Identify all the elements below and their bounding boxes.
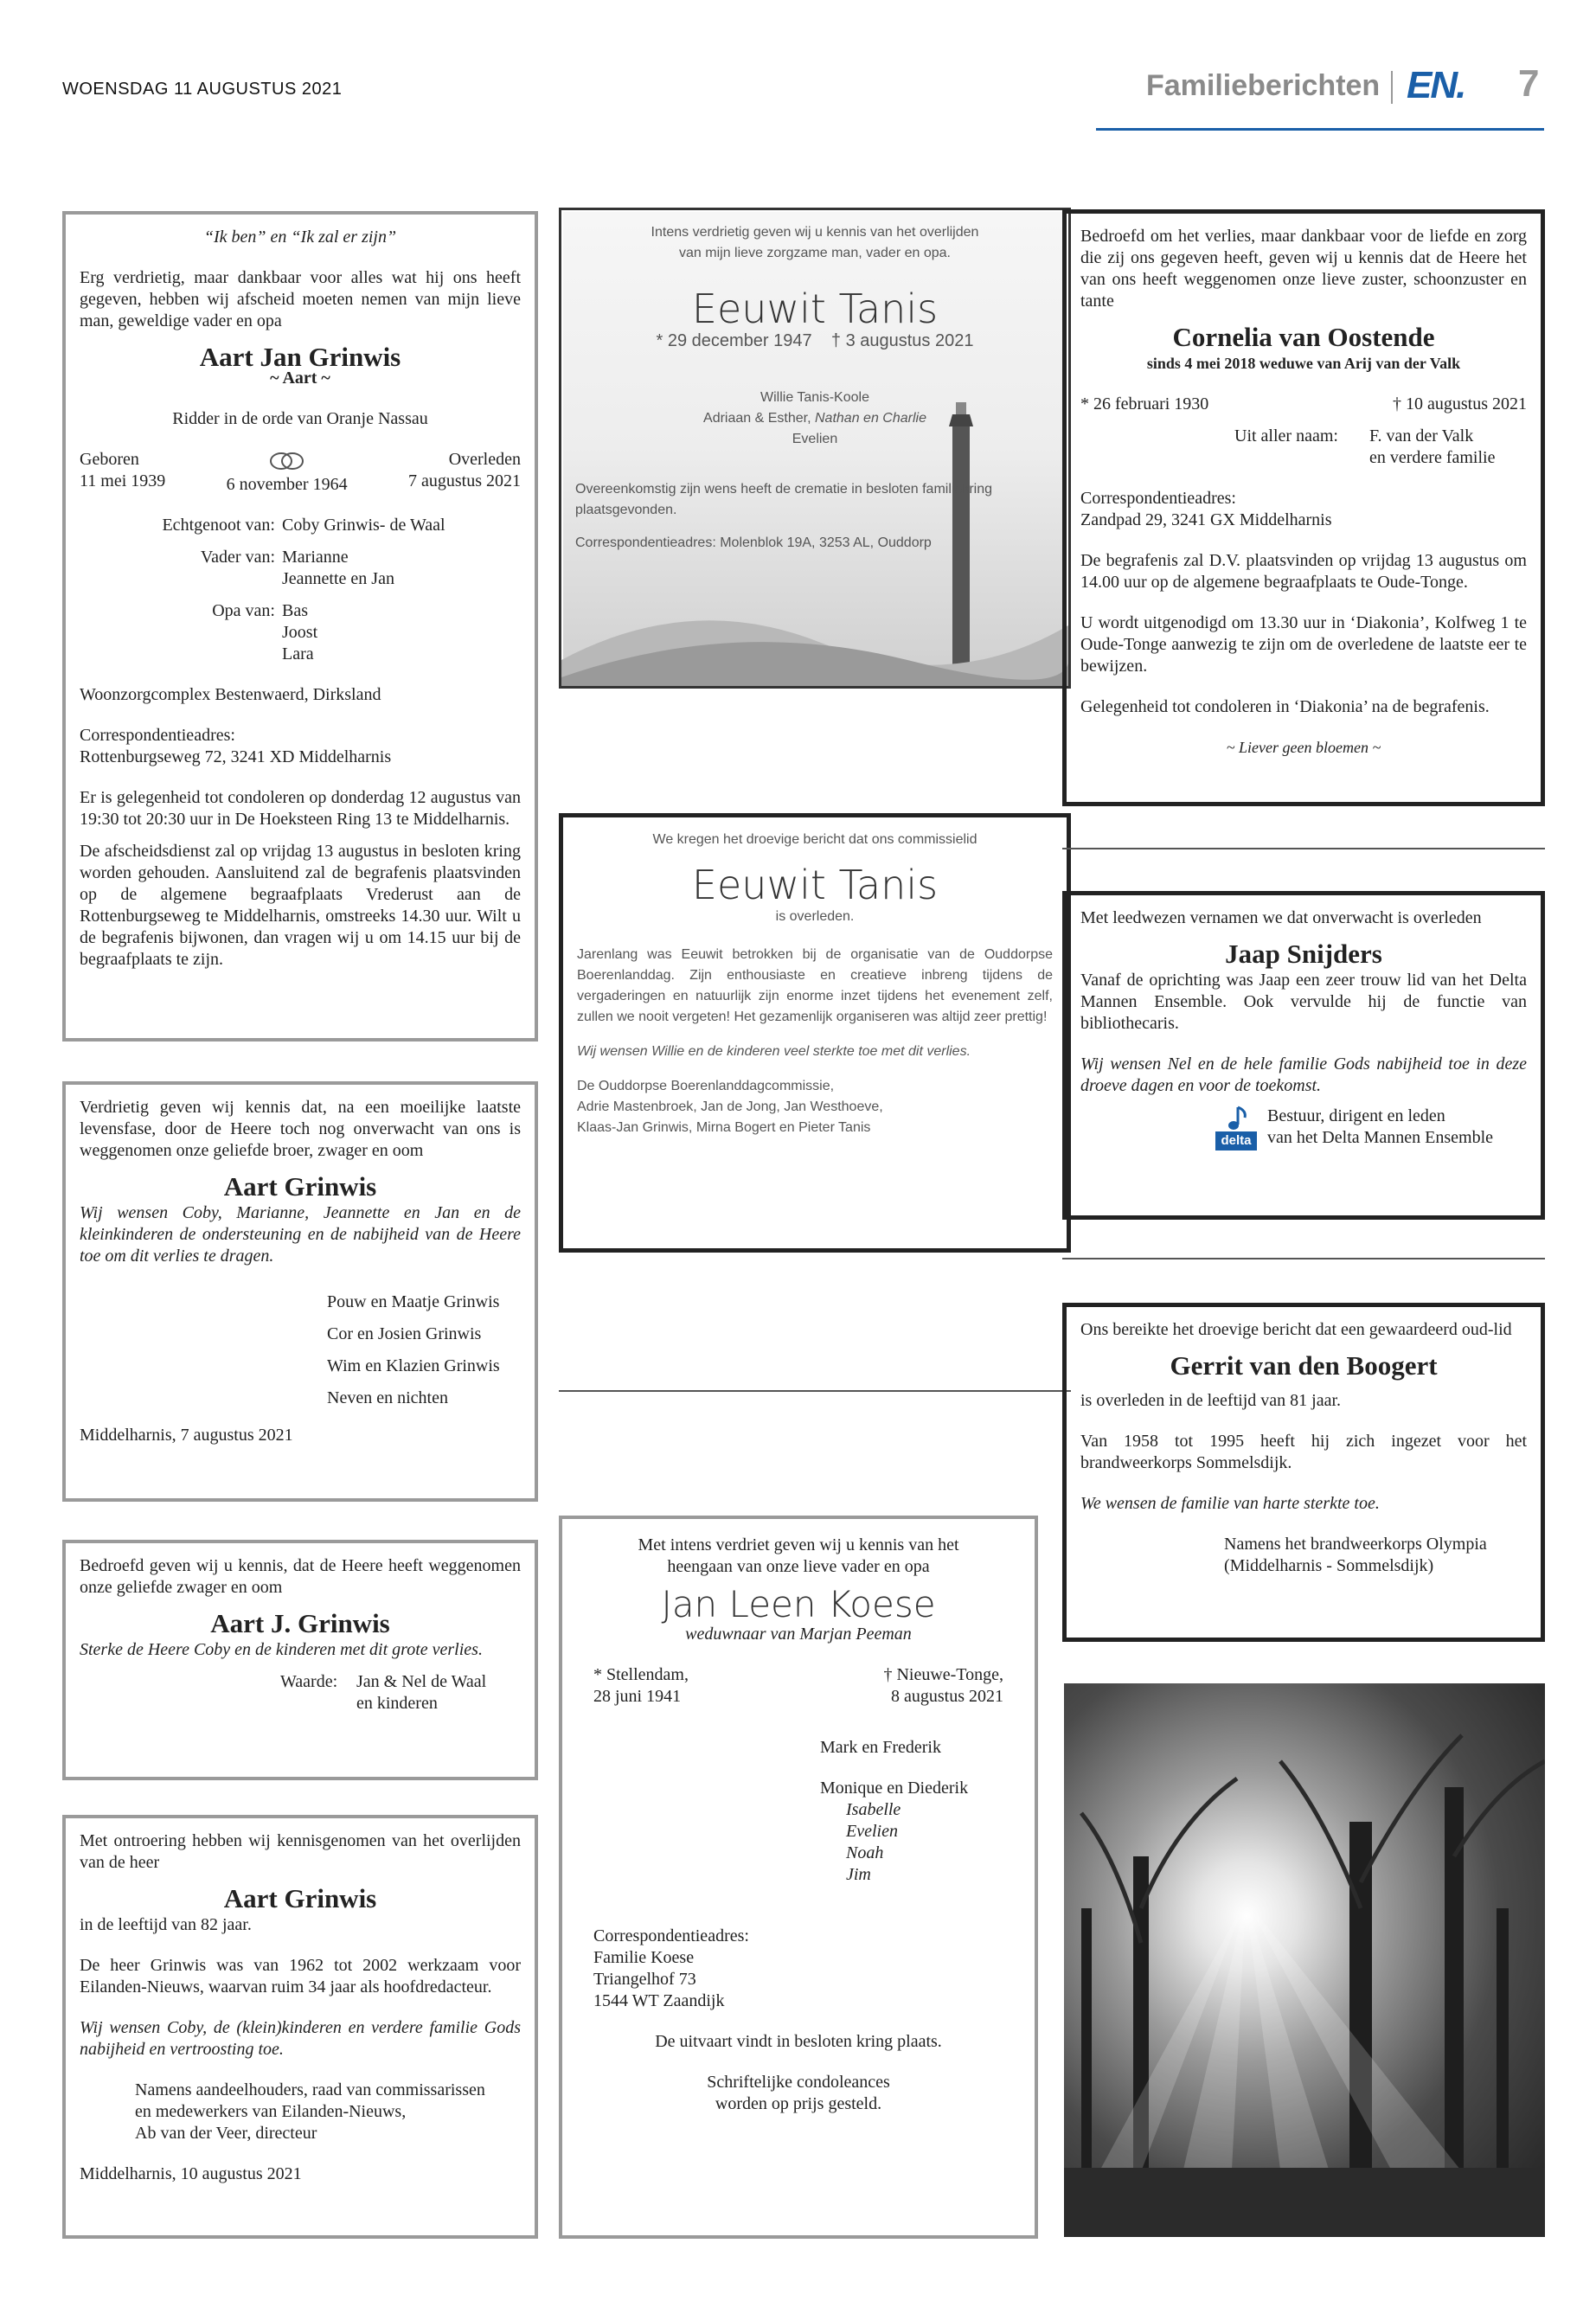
child-name: Marianne xyxy=(282,548,349,567)
deceased-name: Aart Jan Grinwis xyxy=(199,342,401,372)
issue-date: WOENSDAG 11 AUGUSTUS 2021 xyxy=(62,80,343,99)
correspondence-label: Correspondentieadres: xyxy=(80,726,235,745)
correspondence-label: Correspondentieadres: xyxy=(593,1926,749,1945)
signatories xyxy=(80,1286,521,1414)
signer: Jan & Nel de Waal xyxy=(356,1672,487,1691)
spouse-label: Echtgenoot van: xyxy=(162,516,275,535)
child-name: Jeannette en Jan xyxy=(282,569,394,588)
nickname: ~ Aart ~ xyxy=(270,369,330,388)
family-member: Willie Tanis-Koole xyxy=(760,390,869,405)
wish-text: Sterke de Heere Coby en de kinderen met dit grote verlies. xyxy=(80,1640,483,1659)
correspondence-line: 1544 WT Zaandijk xyxy=(593,1991,725,2010)
died-date: † 3 augustus 2021 xyxy=(830,331,974,350)
deceased-name: Jan Leen Koese xyxy=(661,1583,936,1625)
family-list xyxy=(593,1737,1003,1886)
deceased-name: Gerrit van den Boogert xyxy=(1170,1350,1438,1381)
funeral-text: De begrafenis zal D.V. plaatsvinden op vrijdag 13 augustus om 14.00 uur op de algemene begraafplaats te Oude-Tonge. xyxy=(1080,551,1527,592)
condolence-line: worden op prijs gesteld. xyxy=(715,2094,882,2113)
grandchild-name: Isabelle xyxy=(846,1800,901,1819)
dates-row xyxy=(1080,394,1527,415)
family-member: Mark en Frederik xyxy=(820,1738,941,1757)
married-date: 6 november 1964 xyxy=(226,475,348,494)
invite-text: U wordt uitgenodigd om 13.30 uur in ‘Diakonia’, Kolfweg 1 te Oude-Tonge aanwezig te zijn om de overledene de laatste eer te bewijzen. xyxy=(1080,613,1527,676)
header-divider xyxy=(1391,71,1393,104)
order-title: Ridder in de orde van Oranje Nassau xyxy=(172,409,428,428)
dates-row xyxy=(561,330,1068,351)
dates-row xyxy=(80,449,521,496)
grandchild-name: Bas xyxy=(282,601,308,620)
died-date: 7 augustus 2021 xyxy=(407,471,521,490)
born-label: Geboren xyxy=(80,450,139,469)
obituary-jan-leen-koese xyxy=(559,1516,1038,2239)
grandchild-name: Noah xyxy=(846,1843,884,1862)
signer: en verdere familie xyxy=(1369,448,1496,467)
signer: De Ouddorpse Boerenlanddagcommissie, xyxy=(577,1079,835,1093)
died-date: 8 augustus 2021 xyxy=(891,1687,1003,1706)
signatories xyxy=(1080,1534,1527,1577)
born-date: 28 juni 1941 xyxy=(593,1687,682,1706)
signer: Klaas-Jan Grinwis, Mirna Bogert en Pieter Tanis xyxy=(577,1120,871,1135)
header-rule xyxy=(1096,128,1544,131)
intro-line: Intens verdrietig geven wij u kennis van het overlijden xyxy=(651,225,979,240)
signer: Adrie Mastenbroek, Jan de Jong, Jan Westhoeve, xyxy=(577,1099,883,1114)
music-note-icon xyxy=(1215,1106,1257,1131)
intro-text: Met ontroering hebben wij kennisgenomen van het overlijden van de heer xyxy=(80,1831,521,1872)
tribute-text: Vanaf de oprichting was Jaap een zeer trouw lid van het Delta Mannen Ensemble. Ook vervulde hij de functie van bibliothecaris. xyxy=(1080,971,1527,1033)
signer: en kinderen xyxy=(356,1694,438,1713)
father-label: Vader van: xyxy=(200,548,275,567)
grandfather-label: Opa van: xyxy=(212,601,275,620)
residence: Woonzorgcomplex Bestenwaerd, Dirksland xyxy=(80,685,381,704)
intro-text: We kregen het droevige bericht dat ons commissielid xyxy=(652,832,977,847)
obituary-aart-grinwis-eilanden-nieuws xyxy=(62,1815,538,2239)
born-place: * Stellendam, xyxy=(593,1665,689,1684)
wedding-rings-icon xyxy=(261,449,313,473)
deceased-name: Jaap Snijders xyxy=(1225,939,1382,969)
delta-logo xyxy=(1215,1106,1257,1150)
deceased-name: Aart J. Grinwis xyxy=(210,1608,390,1638)
place-date: Middelharnis, 10 augustus 2021 xyxy=(80,2164,302,2183)
intro-text: Bedroefd geven wij u kennis, dat de Heere heeft weggenomen onze geliefde zwager en oom xyxy=(80,1556,521,1597)
obituary-eeuwit-tanis-committee xyxy=(559,813,1071,1253)
signer: Namens aandeelhouders, raad van commissarissen xyxy=(135,2080,485,2099)
forest-sunlight-photo xyxy=(1064,1683,1545,2237)
signer: en medewerkers van Eilanden-Nieuws, xyxy=(135,2102,407,2121)
intro-line: heengaan van onze lieve vader en opa xyxy=(667,1557,930,1576)
correspondence-address: Zandpad 29, 3241 GX Middelharnis xyxy=(1080,510,1332,529)
correspondence-label: Correspondentieadres: xyxy=(1080,489,1236,508)
deceased-name: Eeuwit Tanis xyxy=(691,285,939,332)
section-title: Familieberichten xyxy=(1146,69,1381,102)
signer: (Middelharnis - Sommelsdijk) xyxy=(1224,1556,1434,1575)
died-place: † Nieuwe-Tonge, xyxy=(883,1665,1003,1684)
motto: “Ik ben” en “Ik zal er zijn” xyxy=(203,228,397,247)
died-label: Overleden xyxy=(448,450,521,469)
signatories xyxy=(1080,1106,1527,1150)
grandchild-name: Lara xyxy=(282,644,314,663)
family-member: Monique en Diederik xyxy=(820,1779,969,1798)
newspaper-logo: EN. xyxy=(1407,64,1465,106)
obituary-aart-grinwis-family xyxy=(62,1081,538,1502)
children-names: Adriaan & Esther, xyxy=(703,411,815,426)
family-member: Wim en Klazien Grinwis xyxy=(327,1356,500,1375)
deceased-name: Aart Grinwis xyxy=(223,1883,377,1913)
correspondence-address: Correspondentieadres: Molenblok 19A, 3253 AL, Ouddorp xyxy=(575,535,932,550)
dates-row xyxy=(593,1664,1003,1708)
died-text: is overleden. xyxy=(775,909,855,924)
forest-silhouette-image xyxy=(1064,1683,1545,2237)
correspondence-line: Familie Koese xyxy=(593,1948,695,1967)
signatories xyxy=(80,2080,521,2144)
funeral-text: De uitvaart vindt in besloten kring plaats. xyxy=(655,2032,942,2051)
wish-text: Wij wensen Willie en de kinderen veel sterkte toe met dit verlies. xyxy=(577,1044,971,1059)
intro-line: Met intens verdriet geven wij u kennis van het xyxy=(638,1535,959,1554)
correspondence-address: Rottenburgseweg 72, 3241 XD Middelharnis xyxy=(80,747,392,766)
obituary-aart-jan-grinwis xyxy=(62,211,538,1042)
deceased-name: Cornelia van Oostende xyxy=(1172,322,1435,352)
condolence-info: Gelegenheid tot condoleren in ‘Diakonia’ na de begrafenis. xyxy=(1080,697,1490,716)
widow-text: sinds 4 mei 2018 weduwe van Arij van der Valk xyxy=(1146,355,1461,372)
tanis-text xyxy=(561,222,1068,554)
column-divider xyxy=(559,1390,1071,1392)
spouse-name: Coby Grinwis- de Waal xyxy=(282,516,445,535)
delta-logo-text: delta xyxy=(1215,1131,1257,1150)
wish-text: We wensen de familie van harte sterkte toe. xyxy=(1080,1494,1380,1513)
deceased-name: Aart Grinwis xyxy=(223,1171,377,1202)
age-text: is overleden in de leeftijd van 81 jaar. xyxy=(1080,1391,1342,1410)
page-number: 7 xyxy=(1518,62,1540,105)
obituary-jaap-snijders xyxy=(1062,891,1545,1220)
signatories xyxy=(1080,426,1527,469)
family-member: Neven en nichten xyxy=(327,1388,448,1407)
grandchild-name: Joost xyxy=(282,623,318,642)
tribute-text: Jarenlang was Eeuwit betrokken bij de organisatie van de Ouddorpse Boerenlanddag. Zijn enthousiaste en creatieve inbreng tijdens de vergaderingen en natuurlijk zijn enorme inzet tijdens het evenement zelf, zullen we nooit vergeten! Het gezamenlijk organiseren was altijd zeer prettig! xyxy=(577,947,1053,1024)
place-label: Waarde: xyxy=(280,1672,338,1691)
service-text: Van 1958 tot 1995 heeft hij zich ingezet voor het brandweerkorps Sommelsdijk. xyxy=(1080,1432,1527,1472)
born-date: 11 mei 1939 xyxy=(80,471,166,490)
deceased-name: Eeuwit Tanis xyxy=(691,862,939,908)
column-divider xyxy=(1062,848,1545,849)
grandchild-name: Jim xyxy=(846,1865,871,1884)
grandchild-name: Evelien xyxy=(846,1822,898,1841)
signer: van het Delta Mannen Ensemble xyxy=(1267,1128,1494,1147)
sign-label: Uit aller naam: xyxy=(1234,426,1338,445)
cremation-text: Overeenkomstig zijn wens heeft de crematie in besloten familiekring plaatsgevonden. xyxy=(575,482,993,517)
flowers-note: ~ Liever geen bloemen ~ xyxy=(1226,739,1381,756)
family-member: Evelien xyxy=(792,432,838,446)
signer: F. van der Valk xyxy=(1369,426,1474,445)
intro-text: Verdrietig geven wij kennis dat, na een moeilijke laatste levensfase, door de Heere toch nog onverwacht van ons is weggenomen onze geliefde broer, zwager en oom xyxy=(80,1098,521,1160)
spouse-row xyxy=(80,515,521,536)
wish-text: Wij wensen Coby, Marianne, Jeannette en Jan en de kleinkinderen de ondersteuning en de nabijheid van de Heere toe om dit verlies te dragen. xyxy=(80,1203,521,1266)
intro-text: Erg verdrietig, maar dankbaar voor alles wat hij ons heeft gegeven, hebben wij afscheid moeten nemen van mijn lieve man, geweldige vader en opa xyxy=(80,268,521,330)
condolence-info: Er is gelegenheid tot condoleren op donderdag 12 augustus van 19:30 tot 20:30 uur in De Hoeksteen Ring 13 te Middelharnis. xyxy=(80,788,521,829)
family-member xyxy=(561,408,1068,429)
intro-text: Bedroefd om het verlies, maar dankbaar voor de liefde en zorg die zij ons gegeven heeft, geven wij u kennis dat de Heere het van ons heeft weggenomen onze lieve zuster, schoonzuster en tante xyxy=(1080,227,1527,311)
signatories xyxy=(80,1671,521,1715)
career-text: De heer Grinwis was van 1962 tot 2002 werkzaam voor Eilanden-Nieuws, waarvan ruim 34 jaar als hoofdredacteur. xyxy=(80,1956,521,1997)
condolence-line: Schriftelijke condoleances xyxy=(707,2073,890,2092)
signer: Namens het brandweerkorps Olympia xyxy=(1224,1535,1487,1554)
correspondence-line: Triangelhof 73 xyxy=(593,1970,696,1989)
grandchildren-row xyxy=(80,600,521,665)
place-date: Middelharnis, 7 augustus 2021 xyxy=(80,1426,293,1445)
service-info: De afscheidsdienst zal op vrijdag 13 augustus in besloten kring worden gehouden. Aansluitend zal de begrafenis plaatsvinden op de algemene begraafplaats Vrederust aan de Rottenburgseweg te Middelharnis, omstreeks 14.30 uur. Wilt u de begrafenis bijwonen, dan vragen wij u om 14.15 uur bij de begraafplaats te zijn. xyxy=(80,842,521,969)
obituary-gerrit-van-den-boogert xyxy=(1062,1303,1545,1642)
died-date: † 10 augustus 2021 xyxy=(1393,394,1527,413)
born-date: * 29 december 1947 xyxy=(656,331,812,350)
column-divider xyxy=(1062,1258,1545,1259)
intro-line: van mijn lieve zorgzame man, vader en opa. xyxy=(679,246,951,260)
intro-text: Ons bereikte het droevige bericht dat een gewaardeerd oud-lid xyxy=(1080,1320,1512,1339)
signer: Bestuur, dirigent en leden xyxy=(1267,1106,1445,1125)
children-row xyxy=(80,547,521,590)
born-date: * 26 februari 1930 xyxy=(1080,394,1209,413)
obituary-eeuwit-tanis-family xyxy=(559,208,1071,689)
family-member: Pouw en Maatje Grinwis xyxy=(327,1292,500,1311)
age-text: in de leeftijd van 82 jaar. xyxy=(80,1915,252,1934)
signer: Ab van der Veer, directeur xyxy=(135,2124,317,2143)
grandchildren-names: Nathan en Charlie xyxy=(815,411,926,426)
intro-text: Met leedwezen vernamen we dat onverwacht is overleden xyxy=(1080,908,1482,927)
wish-text: Wij wensen Nel en de hele familie Gods nabijheid toe in deze droeve dagen en voor de toekomst. xyxy=(1080,1054,1527,1095)
widower-text: weduwnaar van Marjan Peeman xyxy=(685,1625,912,1644)
obituary-aart-j-grinwis xyxy=(62,1540,538,1780)
obituary-cornelia-van-oostende xyxy=(1062,209,1545,806)
wish-text: Wij wensen Coby, de (klein)kinderen en verdere familie Gods nabijheid en vertroosting toe. xyxy=(80,2018,521,2059)
family-member: Cor en Josien Grinwis xyxy=(327,1324,482,1343)
